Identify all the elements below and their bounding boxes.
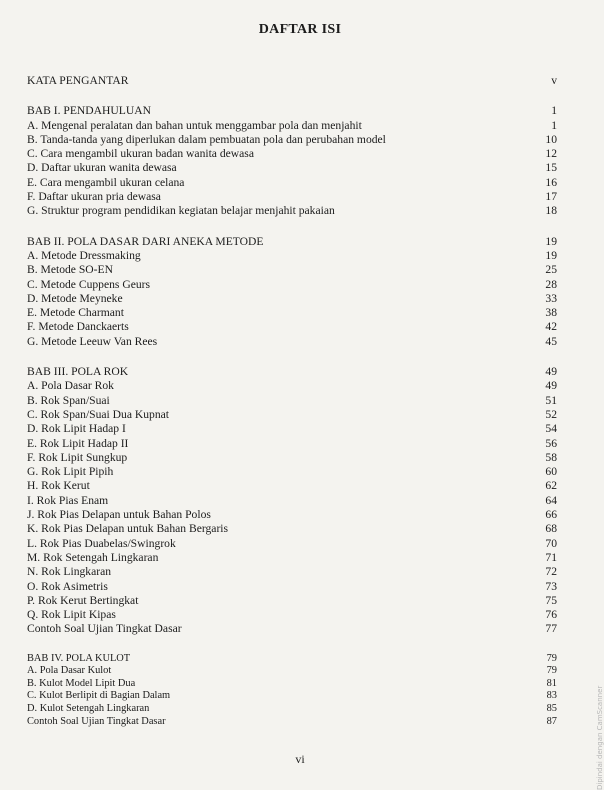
toc-entry bbox=[27, 133, 557, 147]
toc-entry bbox=[27, 594, 557, 608]
toc-entry bbox=[27, 580, 557, 594]
toc-entry-page: 56 bbox=[545, 436, 557, 450]
toc-entry-page: 77 bbox=[545, 622, 557, 636]
section-spacer bbox=[27, 349, 557, 365]
toc-entry bbox=[27, 508, 557, 522]
toc-entry-page: 58 bbox=[545, 450, 557, 464]
toc-entry-label: B. Metode SO-EN bbox=[27, 263, 113, 277]
section-spacer bbox=[27, 88, 557, 104]
toc-entry-page: 42 bbox=[545, 320, 557, 334]
toc-entry-page: 38 bbox=[545, 306, 557, 320]
toc-entry-label: C. Rok Span/Suai Dua Kupnat bbox=[27, 407, 170, 421]
toc-entry bbox=[27, 565, 557, 579]
toc-entry-label: D. Daftar ukuran wanita dewasa bbox=[27, 161, 177, 175]
section-spacer bbox=[27, 219, 557, 235]
toc-entry bbox=[27, 494, 557, 508]
chapter-heading: BAB III. POLA ROK bbox=[27, 365, 129, 379]
toc-entry-page: 75 bbox=[545, 593, 557, 607]
toc-entry-page: 85 bbox=[546, 703, 557, 715]
toc-entry bbox=[27, 161, 557, 175]
toc-entry-page: 87 bbox=[546, 715, 557, 727]
toc-entry bbox=[27, 665, 557, 678]
toc-entry-label: B. Kulot Model Lipit Dua bbox=[27, 677, 136, 689]
toc-entry-label: N. Rok Lingkaran bbox=[27, 565, 112, 579]
chapter-page: 79 bbox=[546, 652, 557, 664]
toc-entry bbox=[27, 249, 557, 263]
toc-entry-label: D. Rok Lipit Hadap I bbox=[27, 422, 126, 436]
toc-entry-page: 49 bbox=[545, 379, 557, 393]
toc-entry bbox=[27, 147, 557, 161]
toc-entry bbox=[27, 437, 557, 451]
toc-entry bbox=[27, 379, 557, 393]
toc-entry-label: B. Rok Span/Suai bbox=[27, 393, 110, 407]
toc-entry-page: 73 bbox=[545, 579, 557, 593]
preface-row bbox=[27, 74, 557, 88]
toc-entry-page: 16 bbox=[545, 175, 557, 189]
toc-entry-label: C. Kulot Berlipit di Bagian Dalam bbox=[27, 690, 171, 702]
toc-entry bbox=[27, 190, 557, 204]
toc-entry-label: A. Pola Dasar Kulot bbox=[27, 665, 112, 677]
toc-entry bbox=[27, 703, 557, 716]
toc-entry-page: 52 bbox=[545, 407, 557, 421]
toc-entry-page: 64 bbox=[545, 493, 557, 507]
toc-entry-label: Contoh Soal Ujian Tingkat Dasar bbox=[27, 715, 166, 727]
chapter-page: 49 bbox=[545, 365, 557, 379]
toc-entry-page: 51 bbox=[545, 393, 557, 407]
toc-entry-page: 1 bbox=[551, 118, 557, 132]
toc-entry bbox=[27, 465, 557, 479]
chapter-section bbox=[27, 235, 557, 349]
toc-entry bbox=[27, 522, 557, 536]
page-number: vi bbox=[295, 752, 305, 766]
toc-entry-label: B. Tanda-tanda yang diperlukan dalam pembuatan pola dan perubahan model bbox=[27, 132, 386, 146]
section-spacer bbox=[27, 637, 557, 653]
toc-entry-page: 33 bbox=[545, 291, 557, 305]
toc-entry bbox=[27, 678, 557, 691]
toc-entry bbox=[27, 716, 557, 729]
toc-entry bbox=[27, 479, 557, 493]
toc-entry bbox=[27, 204, 557, 218]
toc-entry bbox=[27, 278, 557, 292]
toc-entry-page: 83 bbox=[546, 690, 557, 702]
toc-entry bbox=[27, 292, 557, 306]
toc-entry bbox=[27, 537, 557, 551]
toc-entry-page: 81 bbox=[546, 677, 557, 689]
toc-entry-page: 62 bbox=[545, 479, 557, 493]
toc-entry bbox=[27, 422, 557, 436]
toc-entry-page: 25 bbox=[545, 263, 557, 277]
toc-entry-label: C. Metode Cuppens Geurs bbox=[27, 277, 151, 291]
toc-entry bbox=[27, 176, 557, 190]
table-of-contents bbox=[27, 74, 557, 728]
chapter-heading-row bbox=[27, 653, 557, 666]
toc-entry-page: 10 bbox=[545, 132, 557, 146]
toc-entry-label: A. Metode Dressmaking bbox=[27, 248, 141, 262]
chapter-page: 19 bbox=[545, 234, 557, 248]
chapter-heading-row bbox=[27, 235, 557, 249]
page-title: DAFTAR ISI bbox=[258, 22, 342, 37]
toc-entry-label: I. Rok Pias Enam bbox=[27, 493, 109, 507]
toc-entry-label: D. Metode Meyneke bbox=[27, 291, 123, 305]
chapter-section bbox=[27, 653, 557, 729]
toc-entry bbox=[27, 622, 557, 636]
chapter-heading-row bbox=[27, 365, 557, 379]
toc-entry bbox=[27, 335, 557, 349]
toc-entry-page: 72 bbox=[545, 565, 557, 579]
chapter-heading: BAB II. POLA DASAR DARI ANEKA METODE bbox=[27, 234, 264, 248]
toc-entry-page: 12 bbox=[545, 147, 557, 161]
toc-entry bbox=[27, 551, 557, 565]
toc-entry-label: H. Rok Kerut bbox=[27, 479, 90, 493]
toc-entry-label: F. Daftar ukuran pria dewasa bbox=[27, 190, 161, 204]
chapter-heading: BAB IV. POLA KULOT bbox=[27, 652, 131, 664]
toc-entry-label: O. Rok Asimetris bbox=[27, 579, 108, 593]
chapter-heading-row bbox=[27, 104, 557, 118]
toc-entry-page: 15 bbox=[545, 161, 557, 175]
toc-entry-page: 28 bbox=[545, 277, 557, 291]
toc-entry-page: 17 bbox=[545, 190, 557, 204]
toc-entry-label: Q. Rok Lipit Kipas bbox=[27, 608, 116, 622]
toc-entry bbox=[27, 408, 557, 422]
chapter-page: 1 bbox=[551, 104, 557, 118]
toc-entry bbox=[27, 306, 557, 320]
toc-entry bbox=[27, 451, 557, 465]
toc-entry-page: 18 bbox=[545, 204, 557, 218]
toc-entry-page: 79 bbox=[546, 665, 557, 677]
preface-page: v bbox=[551, 74, 557, 87]
toc-entry-page: 54 bbox=[545, 422, 557, 436]
toc-entry-label: F. Rok Lipit Sungkup bbox=[27, 450, 128, 464]
toc-entry bbox=[27, 263, 557, 277]
toc-entry-label: J. Rok Pias Delapan untuk Bahan Polos bbox=[27, 508, 211, 522]
toc-entry-label: P. Rok Kerut Bertingkat bbox=[27, 593, 139, 607]
toc-entry-page: 19 bbox=[545, 248, 557, 262]
chapter-section bbox=[27, 365, 557, 637]
toc-entry-page: 70 bbox=[545, 536, 557, 550]
toc-entry-page: 60 bbox=[545, 465, 557, 479]
toc-entry-label: C. Cara mengambil ukuran badan wanita dewasa bbox=[27, 147, 254, 161]
toc-entry-label: D. Kulot Setengah Lingkaran bbox=[27, 703, 150, 715]
preface-label: KATA PENGANTAR bbox=[27, 74, 129, 87]
toc-entry-label: L. Rok Pias Duabelas/Swingrok bbox=[27, 536, 176, 550]
toc-entry bbox=[27, 608, 557, 622]
toc-entry bbox=[27, 320, 557, 334]
toc-entry-label: M. Rok Setengah Lingkaran bbox=[27, 550, 159, 564]
toc-entry bbox=[27, 394, 557, 408]
toc-entry-label: E. Cara mengambil ukuran celana bbox=[27, 175, 185, 189]
chapter-section bbox=[27, 104, 557, 218]
toc-entry-label: A. Pola Dasar Rok bbox=[27, 379, 114, 393]
toc-entry bbox=[27, 119, 557, 133]
toc-entry-page: 66 bbox=[545, 508, 557, 522]
toc-entry-page: 76 bbox=[545, 608, 557, 622]
chapter-heading: BAB I. PENDAHULUAN bbox=[27, 104, 151, 118]
toc-entry-label: K. Rok Pias Delapan untuk Bahan Bergaris bbox=[27, 522, 229, 536]
toc-entry-label: G. Metode Leeuw Van Rees bbox=[27, 334, 158, 348]
toc-entry-page: 71 bbox=[545, 550, 557, 564]
toc-entry-label: A. Mengenal peralatan dan bahan untuk menggambar pola dan menjahit bbox=[27, 118, 362, 132]
toc-entry-label: Contoh Soal Ujian Tingkat Dasar bbox=[27, 622, 182, 636]
toc-entry-label: E. Rok Lipit Hadap II bbox=[27, 436, 129, 450]
toc-entry-label: E. Metode Charmant bbox=[27, 306, 124, 320]
scanner-watermark: Dipindai dengan CamScanner bbox=[596, 685, 604, 790]
toc-entry-label: F. Metode Danckaerts bbox=[27, 320, 129, 334]
toc-entry-page: 68 bbox=[545, 522, 557, 536]
toc-entry bbox=[27, 690, 557, 703]
toc-entry-label: G. Struktur program pendidikan kegiatan belajar menjahit pakaian bbox=[27, 204, 335, 218]
toc-entry-label: G. Rok Lipit Pipih bbox=[27, 465, 114, 479]
toc-entry-page: 45 bbox=[545, 334, 557, 348]
